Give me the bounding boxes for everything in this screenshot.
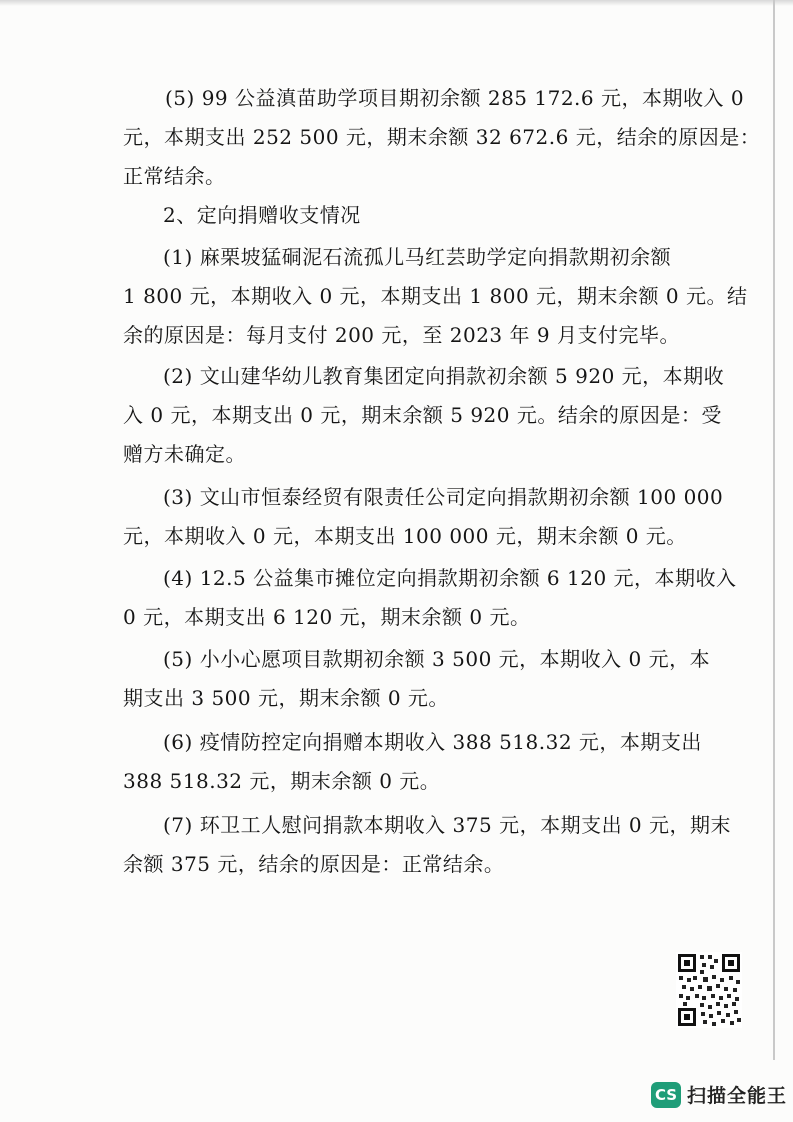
item-7-line-2: 余额 375 元，结余的原因是：正常结余。 [123, 852, 505, 876]
para-5-line-1: (5) 99 公益滇苗助学项目期初余额 285 172.6 元，本期收入 0 [165, 86, 745, 110]
item-4-line-2: 0 元，本期支出 6 120 元，期末余额 0 元。 [123, 605, 531, 629]
scan-right-edge [773, 0, 775, 1060]
item-1-line-3: 余的原因是：每月支付 200 元，至 2023 年 9 月支付完毕。 [123, 323, 680, 347]
item-6-line-2: 388 518.32 元，期末余额 0 元。 [123, 769, 441, 793]
camscanner-watermark [651, 1081, 787, 1108]
item-7-line-1: (7) 环卫工人慰问捐款本期收入 375 元，本期支出 0 元，期末 [163, 813, 732, 837]
item-4-line-1: (4) 12.5 公益集市摊位定向捐款期初余额 6 120 元，本期收入 [163, 566, 737, 590]
item-1-line-1: (1) 麻栗坡猛硐泥石流孤儿马红芸助学定向捐款期初余额 [163, 245, 672, 269]
section-heading-directed-donations: 2、定向捐赠收支情况 [163, 203, 361, 227]
item-2-line-3: 赠方未确定。 [123, 442, 246, 466]
camscanner-logo-icon: CS [651, 1082, 681, 1108]
camscanner-app-name: 扫描全能王 [687, 1085, 788, 1107]
qr-code-icon [676, 952, 742, 1028]
item-5-line-1: (5) 小小心愿项目款期初余额 3 500 元，本期收入 0 元，本 [163, 647, 711, 671]
item-2-line-1: (2) 文山建华幼儿教育集团定向捐款初余额 5 920 元，本期收 [163, 364, 725, 388]
item-3-line-1: (3) 文山市恒泰经贸有限责任公司定向捐款期初余额 100 000 [163, 485, 724, 509]
para-5-line-2: 元，本期支出 252 500 元，期末余额 32 672.6 元，结余的原因是： [123, 125, 761, 149]
scan-top-edge [0, 0, 793, 6]
item-2-line-2: 入 0 元，本期支出 0 元，期末余额 5 920 元。结余的原因是：受 [123, 403, 722, 427]
item-1-line-2: 1 800 元，本期收入 0 元，本期支出 1 800 元，期末余额 0 元。结 [123, 284, 748, 308]
item-6-line-1: (6) 疫情防控定向捐赠本期收入 388 518.32 元，本期支出 [163, 730, 702, 754]
item-3-line-2: 元，本期收入 0 元，本期支出 100 000 元，期末余额 0 元。 [123, 524, 687, 548]
para-5-line-3: 正常结余。 [123, 164, 226, 188]
item-5-line-2: 期支出 3 500 元，期末余额 0 元。 [123, 686, 449, 710]
